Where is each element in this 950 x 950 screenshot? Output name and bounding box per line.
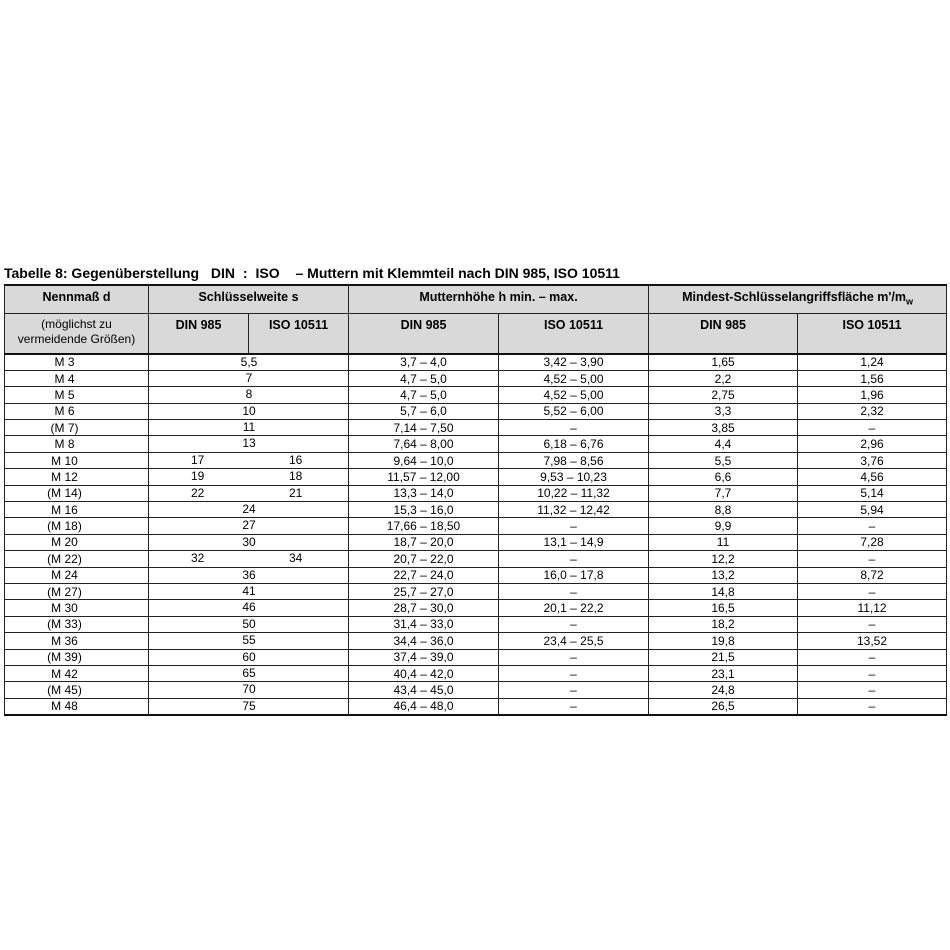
cell-hoehe-iso: 7,98 – 8,56 [499, 452, 649, 468]
cell-nennmass: (M 22) [5, 551, 149, 567]
cell-hoehe-din: 34,4 – 36,0 [349, 633, 499, 649]
cell-flaeche-iso: – [798, 649, 947, 665]
cell-hoehe-iso: – [499, 518, 649, 534]
cell-flaeche-din: 19,8 [649, 633, 798, 649]
cell-hoehe-din: 4,7 – 5,0 [349, 387, 499, 403]
cell-flaeche-din: 1,65 [649, 354, 798, 371]
cell-flaeche-din: 21,5 [649, 649, 798, 665]
cell-hoehe-din: 4,7 – 5,0 [349, 370, 499, 386]
table-row [5, 583, 947, 599]
cell-hoehe-din: 20,7 – 22,0 [349, 551, 499, 567]
cell-schluesselweite [149, 583, 349, 599]
cell-hoehe-iso: – [499, 698, 649, 715]
title-colon: : [242, 265, 248, 281]
cell-schluesselweite [149, 567, 349, 583]
cell-schluesselweite [149, 649, 349, 665]
header-f-din: DIN 985 [649, 313, 798, 354]
cell-nennmass: M 8 [5, 436, 149, 452]
table-title [4, 262, 946, 284]
cell-schluesselweite [149, 469, 349, 485]
header-sw-sub [149, 313, 349, 354]
table-row [5, 420, 947, 436]
cell-schluesselweite [149, 485, 349, 501]
title-rest: – Muttern mit Klemmteil nach DIN 985, ISO 10511 [295, 265, 620, 281]
cell-hoehe-iso: – [499, 551, 649, 567]
title-prefix: Tabelle 8: Gegenüberstellung [4, 265, 200, 281]
cell-flaeche-iso: 4,56 [798, 469, 947, 485]
cell-flaeche-din: 2,2 [649, 370, 798, 386]
cell-flaeche-din: 9,9 [649, 518, 798, 534]
cell-nennmass: M 16 [5, 502, 149, 518]
table-row [5, 698, 947, 715]
cell-flaeche-iso: – [798, 698, 947, 715]
cell-hoehe-din: 7,64 – 8,00 [349, 436, 499, 452]
cell-flaeche-din: 8,8 [649, 502, 798, 518]
cell-flaeche-iso: 11,12 [798, 600, 947, 616]
cell-hoehe-iso: 13,1 – 14,9 [499, 534, 649, 550]
cell-sw-din: 19 [191, 469, 205, 484]
header-nennmass-note: (möglichst zu vermeidende Größen) [5, 313, 149, 354]
cell-hoehe-din: 17,66 – 18,50 [349, 518, 499, 534]
table-row [5, 665, 947, 681]
cell-nennmass: (M 27) [5, 583, 149, 599]
header-h-iso: ISO 10511 [499, 313, 649, 354]
cell-flaeche-iso: – [798, 420, 947, 436]
cell-sw-both: 10 [242, 403, 256, 418]
cell-nennmass: M 12 [5, 469, 149, 485]
cell-sw-iso: 16 [289, 452, 303, 467]
cell-sw-din: 22 [191, 485, 205, 500]
cell-flaeche-din: 3,85 [649, 420, 798, 436]
cell-schluesselweite [149, 354, 349, 371]
cell-flaeche-din: 6,6 [649, 469, 798, 485]
cell-sw-both: 65 [242, 665, 256, 680]
cell-nennmass: (M 7) [5, 420, 149, 436]
cell-sw-both: 60 [242, 649, 256, 664]
cell-hoehe-din: 15,3 – 16,0 [349, 502, 499, 518]
cell-hoehe-iso: 23,4 – 25,5 [499, 633, 649, 649]
cell-flaeche-din: 24,8 [649, 682, 798, 698]
cell-hoehe-iso: 10,22 – 11,32 [499, 485, 649, 501]
cell-schluesselweite [149, 420, 349, 436]
cell-nennmass: (M 33) [5, 616, 149, 632]
cell-flaeche-din: 5,5 [649, 452, 798, 468]
table-row [5, 370, 947, 386]
cell-sw-iso: 18 [289, 469, 303, 484]
cell-hoehe-iso: – [499, 682, 649, 698]
cell-hoehe-din: 7,14 – 7,50 [349, 420, 499, 436]
cell-schluesselweite [149, 387, 349, 403]
cell-sw-both: 24 [242, 502, 256, 517]
table-row [5, 633, 947, 649]
cell-flaeche-iso: 1,56 [798, 370, 947, 386]
cell-flaeche-iso: 1,24 [798, 354, 947, 371]
cell-nennmass: M 20 [5, 534, 149, 550]
cell-hoehe-iso: – [499, 420, 649, 436]
cell-flaeche-iso: 5,14 [798, 485, 947, 501]
cell-flaeche-din: 13,2 [649, 567, 798, 583]
cell-schluesselweite [149, 518, 349, 534]
cell-nennmass: M 30 [5, 600, 149, 616]
cell-sw-both: 8 [245, 387, 253, 402]
cell-sw-iso: 34 [289, 551, 303, 566]
cell-flaeche-din: 12,2 [649, 551, 798, 567]
cell-sw-both: 70 [242, 682, 256, 697]
cell-sw-both: 50 [242, 616, 256, 631]
cell-flaeche-din: 14,8 [649, 583, 798, 599]
cell-flaeche-din: 23,1 [649, 665, 798, 681]
cell-flaeche-iso: – [798, 616, 947, 632]
table-row [5, 616, 947, 632]
cell-hoehe-din: 25,7 – 27,0 [349, 583, 499, 599]
cell-sw-both: 30 [242, 534, 256, 549]
cell-schluesselweite [149, 370, 349, 386]
cell-flaeche-iso: 2,32 [798, 403, 947, 419]
cell-flaeche-iso: 5,94 [798, 502, 947, 518]
cell-hoehe-iso: 6,18 – 6,76 [499, 436, 649, 452]
cell-schluesselweite [149, 551, 349, 567]
cell-schluesselweite [149, 698, 349, 715]
cell-hoehe-din: 37,4 – 39,0 [349, 649, 499, 665]
cell-sw-both: 7 [245, 370, 253, 385]
cell-hoehe-iso: – [499, 649, 649, 665]
cell-nennmass: M 4 [5, 370, 149, 386]
cell-hoehe-iso: 5,52 – 6,00 [499, 403, 649, 419]
cell-sw-both: 55 [242, 633, 256, 648]
header-schluesselweite: Schlüsselweite s [149, 285, 349, 313]
cell-nennmass: M 36 [5, 633, 149, 649]
table-row [5, 485, 947, 501]
cell-flaeche-din: 3,3 [649, 403, 798, 419]
header-nennmass: Nennmaß d [5, 285, 149, 313]
cell-flaeche-iso: 3,76 [798, 452, 947, 468]
cell-nennmass: M 48 [5, 698, 149, 715]
table-row [5, 502, 947, 518]
cell-sw-both: 13 [242, 436, 256, 451]
cell-flaeche-din: 4,4 [649, 436, 798, 452]
table-row [5, 354, 947, 371]
header-mutterhoehe: Mutternhöhe h min. – max. [349, 285, 649, 313]
comparison-table [4, 284, 947, 716]
cell-flaeche-iso: – [798, 682, 947, 698]
cell-schluesselweite [149, 502, 349, 518]
table-row [5, 518, 947, 534]
cell-nennmass: (M 45) [5, 682, 149, 698]
table-row [5, 567, 947, 583]
cell-hoehe-iso: 11,32 – 12,42 [499, 502, 649, 518]
title-din: DIN [210, 265, 236, 281]
header-sw-iso: ISO 10511 [268, 317, 329, 332]
cell-sw-din: 17 [191, 452, 205, 467]
cell-hoehe-iso: – [499, 583, 649, 599]
cell-sw-iso: 21 [289, 485, 303, 500]
cell-flaeche-din: 11 [649, 534, 798, 550]
cell-hoehe-iso: 16,0 – 17,8 [499, 567, 649, 583]
cell-hoehe-iso: – [499, 665, 649, 681]
cell-schluesselweite [149, 534, 349, 550]
cell-nennmass: (M 39) [5, 649, 149, 665]
table-container [4, 262, 946, 716]
cell-schluesselweite [149, 665, 349, 681]
cell-flaeche-iso: 7,28 [798, 534, 947, 550]
cell-hoehe-din: 40,4 – 42,0 [349, 665, 499, 681]
table-row [5, 387, 947, 403]
cell-hoehe-din: 43,4 – 45,0 [349, 682, 499, 698]
cell-schluesselweite [149, 682, 349, 698]
table-row [5, 452, 947, 468]
header-flaeche-text: Mindest-Schlüsselangriffsfläche m'/m [682, 290, 906, 304]
cell-hoehe-din: 28,7 – 30,0 [349, 600, 499, 616]
cell-flaeche-din: 2,75 [649, 387, 798, 403]
cell-flaeche-din: 18,2 [649, 616, 798, 632]
cell-sw-both: 36 [242, 567, 256, 582]
cell-hoehe-din: 3,7 – 4,0 [349, 354, 499, 371]
cell-flaeche-din: 7,7 [649, 485, 798, 501]
cell-flaeche-iso: – [798, 665, 947, 681]
cell-sw-both: 46 [242, 600, 256, 615]
cell-nennmass: M 6 [5, 403, 149, 419]
cell-nennmass: M 42 [5, 665, 149, 681]
cell-schluesselweite [149, 616, 349, 632]
cell-flaeche-iso: – [798, 583, 947, 599]
header-flaeche-sub: w [905, 296, 913, 307]
cell-hoehe-iso: – [499, 616, 649, 632]
cell-flaeche-iso: – [798, 551, 947, 567]
cell-sw-both: 5,5 [240, 354, 258, 369]
cell-hoehe-din: 13,3 – 14,0 [349, 485, 499, 501]
cell-flaeche-din: 16,5 [649, 600, 798, 616]
title-iso: ISO [255, 265, 280, 281]
cell-flaeche-iso: 13,52 [798, 633, 947, 649]
cell-hoehe-din: 11,57 – 12,00 [349, 469, 499, 485]
cell-sw-both: 75 [242, 698, 256, 713]
cell-nennmass: (M 18) [5, 518, 149, 534]
cell-hoehe-iso: 20,1 – 22,2 [499, 600, 649, 616]
table-row [5, 682, 947, 698]
cell-sw-both: 27 [242, 518, 256, 533]
table-row [5, 469, 947, 485]
header-sw-din: DIN 985 [149, 314, 249, 353]
cell-hoehe-din: 9,64 – 10,0 [349, 452, 499, 468]
cell-schluesselweite [149, 633, 349, 649]
table-row [5, 534, 947, 550]
cell-nennmass: (M 14) [5, 485, 149, 501]
cell-sw-both: 11 [242, 420, 256, 435]
table-row [5, 600, 947, 616]
table-row [5, 551, 947, 567]
cell-schluesselweite [149, 403, 349, 419]
cell-sw-din: 32 [191, 551, 205, 566]
header-f-iso: ISO 10511 [798, 313, 947, 354]
cell-hoehe-iso: 3,42 – 3,90 [499, 354, 649, 371]
cell-hoehe-din: 18,7 – 20,0 [349, 534, 499, 550]
cell-schluesselweite [149, 452, 349, 468]
cell-flaeche-iso: 2,96 [798, 436, 947, 452]
table-row [5, 403, 947, 419]
cell-hoehe-din: 31,4 – 33,0 [349, 616, 499, 632]
cell-flaeche-iso: 8,72 [798, 567, 947, 583]
table-body [5, 354, 947, 716]
cell-hoehe-iso: 4,52 – 5,00 [499, 387, 649, 403]
table-row [5, 649, 947, 665]
cell-hoehe-iso: 4,52 – 5,00 [499, 370, 649, 386]
cell-hoehe-din: 5,7 – 6,0 [349, 403, 499, 419]
cell-nennmass: M 10 [5, 452, 149, 468]
cell-sw-both: 41 [242, 583, 256, 598]
cell-flaeche-iso: 1,96 [798, 387, 947, 403]
cell-flaeche-iso: – [798, 518, 947, 534]
cell-hoehe-din: 22,7 – 24,0 [349, 567, 499, 583]
cell-schluesselweite [149, 436, 349, 452]
cell-nennmass: M 3 [5, 354, 149, 371]
table-row [5, 436, 947, 452]
cell-schluesselweite [149, 600, 349, 616]
cell-hoehe-iso: 9,53 – 10,23 [499, 469, 649, 485]
header-flaeche [649, 285, 947, 313]
cell-flaeche-din: 26,5 [649, 698, 798, 715]
cell-nennmass: M 5 [5, 387, 149, 403]
header-h-din: DIN 985 [349, 313, 499, 354]
cell-nennmass: M 24 [5, 567, 149, 583]
cell-hoehe-din: 46,4 – 48,0 [349, 698, 499, 715]
